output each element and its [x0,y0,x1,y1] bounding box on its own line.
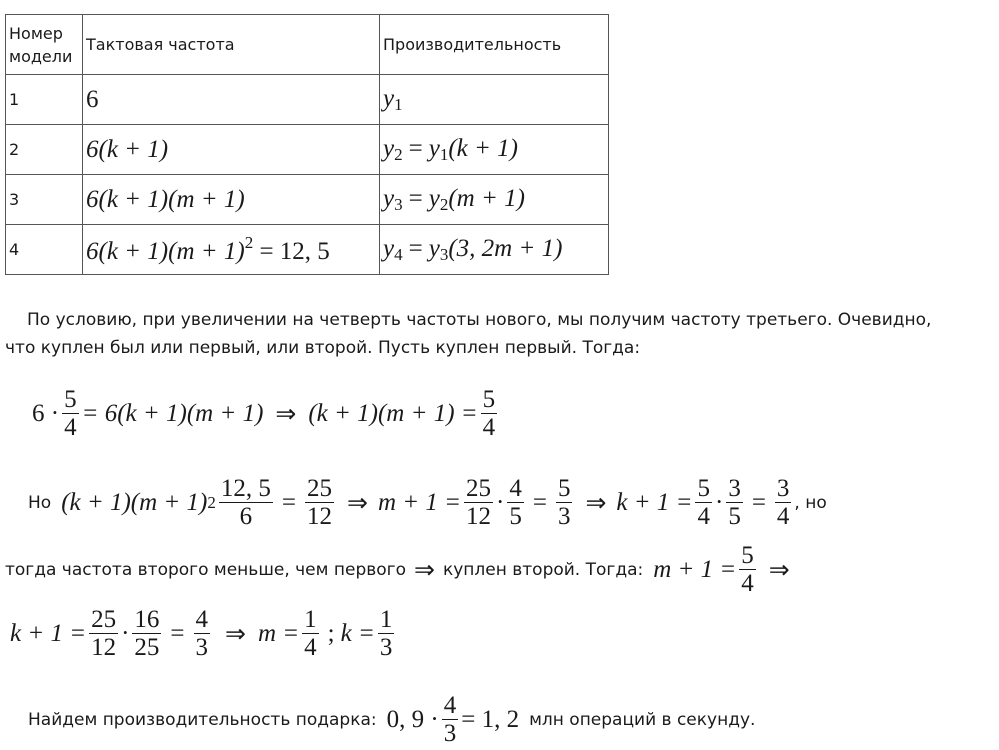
eq1-term: 6 · [32,400,60,427]
table-row [6,75,609,125]
fraction: $\frac{4}{3}$ [195,605,209,661]
fraction: $\frac{1}{4}$ [304,605,317,661]
performance-table [5,14,609,275]
implies-symbol: ⇒ [414,557,435,584]
eq1-term: = 6(k + 1)(m + 1) [81,400,264,427]
equation-2: Но (k + 1)(m + 1) 2 $\frac{12, 5}{6}$ = $\frac{25}{12}$ ⇒ m + 1 = $\frac{25}{12}$ · $\frac{4}{5}$ = $\frac{5}{3}$ ⇒ k + 1 = $\frac{5}{4}$ · $\frac{3}{5}$ = $\frac{3}{4}$ , но [28,474,827,530]
implies-symbol: ⇒ [225,621,246,648]
row-number: 4 [6,225,83,275]
eq2-term: k + 1 = [616,489,693,516]
fraction: $\frac{25}{12}$ [466,474,491,530]
final-math: = 1, 2 [461,706,520,733]
solution-paragraph [5,306,995,362]
final-answer-line [28,690,755,750]
row-frequency: $6(k + 1)(m + 1)^2 = 12$, 5 [83,225,380,275]
eq3-term: k + 1 = [10,620,87,647]
header-clock-frequency: Тактовая частота [83,15,380,75]
final-math: 0, 9 · [386,706,439,733]
fraction: $\frac{3}{4}$ [776,474,790,530]
eq1-term: (k + 1)(m + 1) = [308,400,478,427]
header-model-number: Номер модели [6,15,83,75]
fraction: $\frac{1}{3}$ [379,605,393,661]
fraction: $\frac{5}{4}$ [697,474,710,530]
implies-symbol: ⇒ [347,490,368,517]
implies-symbol: ⇒ [768,557,790,584]
fraction: $\frac{12, 5}{6}$ [220,474,271,530]
row-number: 3 [6,175,83,225]
eq2-term: (k + 1)(m + 1) [61,489,208,516]
final-tail: млн операций в секунду. [529,710,756,730]
fraction: $\frac{16}{25}$ [134,605,160,661]
fraction: $\frac{3}{5}$ [728,474,741,530]
implies-symbol: ⇒ [585,490,607,517]
equation-1 [32,384,500,444]
conclusion-text: тогда частота второго меньше, чем первого [5,560,406,580]
fraction: $\frac{4}{3}$ [443,691,457,747]
table-row [6,125,609,175]
row-performance: y2 = y1(k + 1) [380,125,609,175]
row-performance: y3 = y2(m + 1) [380,175,609,225]
eq2-tail: , но [794,493,827,513]
row-performance: y1 [380,75,609,125]
final-text: Найдем производительность подарка: [28,710,377,730]
header-performance: Производительность [380,15,609,75]
eq2-label: Но [28,493,52,513]
eq3-term: k = [340,620,375,647]
row-number: 1 [6,75,83,125]
conclusion-line [5,540,800,600]
fraction: $\frac{25}{12}$ [307,474,332,530]
row-number: 2 [6,125,83,175]
fraction: $\frac{5}{4}$ [64,385,77,441]
row-performance: y4 = y3(3, 2m + 1) [380,225,609,275]
fraction: $\frac{5}{4}$ [482,385,496,441]
eq2-term: m + 1 = [377,489,461,516]
paragraph-line-1: По условию, при увеличении на четверть частоты нового, мы получим частоту третьего. Очевидно, [27,310,932,330]
table-header-row [6,15,609,75]
row-frequency: 6 [83,75,380,125]
table-row [6,225,609,275]
eq3-term: m = [257,620,300,647]
row-frequency: 6(k + 1) [83,125,380,175]
conclusion-math: m + 1 = [653,556,737,583]
conclusion-text: куплен второй. Тогда: [442,560,644,580]
table-row [6,175,609,225]
fraction: $\frac{25}{12}$ [91,605,117,661]
fraction: $\frac{4}{5}$ [509,474,522,530]
implies-symbol: ⇒ [275,401,297,428]
row-frequency: 6(k + 1)(m + 1) [83,175,380,225]
equation-3: k + 1 = $\frac{25}{12}$ · $\frac{16}{25}$ = $\frac{4}{3}$ ⇒ m = $\frac{1}{4}$ ; k = $\frac{1}{3}$ [10,605,393,661]
fraction: $\frac{5}{4}$ [741,541,754,597]
paragraph-line-2: что куплен был или первый, или второй. Пусть куплен первый. Тогда: [5,338,641,358]
fraction: $\frac{5}{3}$ [557,474,571,530]
